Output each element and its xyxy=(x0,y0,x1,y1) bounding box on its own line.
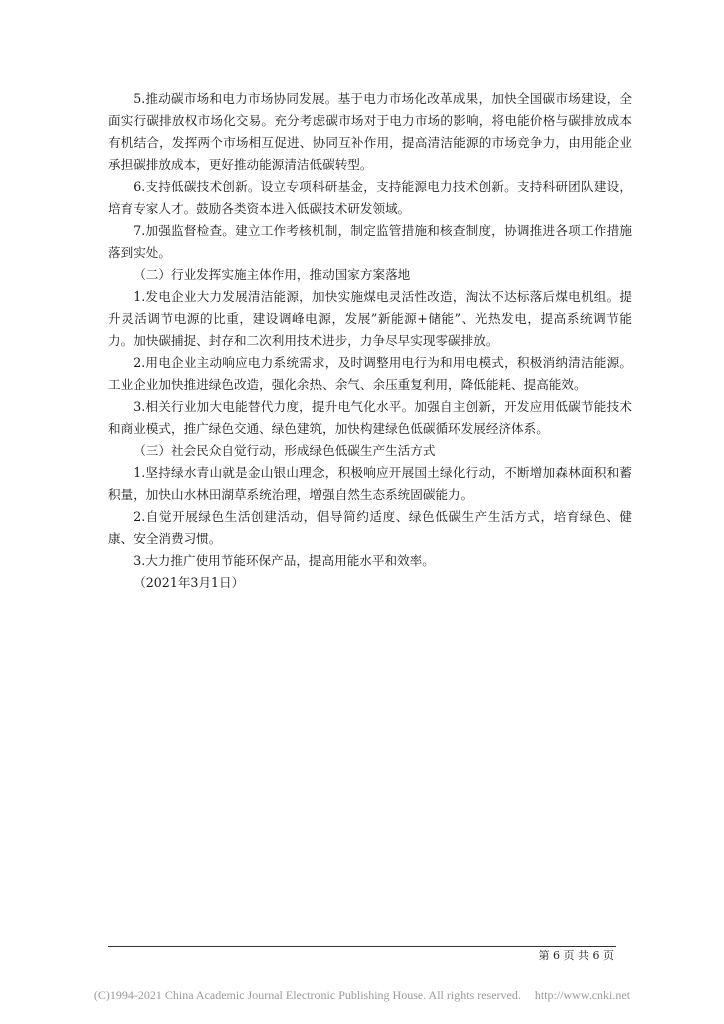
paragraph-green-living: 2.自觉开展绿色生活创建活动，倡导简约适度、绿色低碳生产生活方式，培育绿色、健康、安全消费习惯。 xyxy=(108,509,632,546)
footer-divider xyxy=(108,946,616,947)
copyright-notice: (C)1994-2021 China Academic Journal Electronic Publishing House. All rights reserved. xyxy=(93,988,521,1002)
section-heading-industry: （二）行业发挥实施主体作用，推动国家方案落地 xyxy=(133,267,411,282)
paragraph-supervision: 7.加强监督检查。建立工作考核机制，制定监管措施和核查制度，协调推进各项工作措施落到实处。 xyxy=(108,223,632,260)
document-body xyxy=(108,88,632,594)
page-number: 第 6 页 共 6 页 xyxy=(538,949,614,962)
paragraph-power-generation: 1.发电企业大力发展清洁能源，加快实施煤电灵活性改造，淘汰不达标落后煤电机组。提升灵活调节电源的比重，建设调峰电源，发展”新能源+储能”、光热发电，提高系统调节能力。加快碳捕捉、封存和二次利用技术进步，力争尽早实现零碳排放。 xyxy=(108,289,632,348)
copyright-watermark xyxy=(0,987,724,1003)
paragraph-power-consumers: 2.用电企业主动响应电力系统需求，及时调整用电行为和用电模式，积极消纳清洁能源。工业企业加快推进绿色改造，强化余热、余气、余压重复利用，降低能耗、提高能效。 xyxy=(108,355,632,392)
paragraph-low-carbon-tech: 6.支持低碳技术创新。设立专项科研基金，支持能源电力技术创新。支持科研团队建设，培育专家人才。鼓励各类资本进入低碳技术研发领域。 xyxy=(108,179,632,216)
document-date: （2021年3月1日） xyxy=(133,575,245,590)
paragraph-carbon-power-market: 5.推动碳市场和电力市场协同发展。基于电力市场化改革成果，加快全国碳市场建设，全面实行碳排放权市场化交易。充分考虑碳市场对于电力市场的影响，将电能价格与碳排放成本有机结合，发挥两个市场相互促进、协同互补作用，提高清洁能源的市场竞争力，由用能企业承担碳排放成本，更好推动能源清洁低碳转型。 xyxy=(108,91,632,172)
paragraph-green-mountains: 1.坚持绿水青山就是金山银山理念，积极响应开展国土绿化行动，不断增加森林面积和蓄积量，加快山水林田湖草系统治理，增强自然生态系统固碳能力。 xyxy=(108,465,632,502)
paragraph-energy-saving-products: 3.大力推广使用节能环保产品，提高用能水平和效率。 xyxy=(133,553,435,568)
section-heading-public: （三）社会民众自觉行动，形成绿色低碳生产生活方式 xyxy=(133,443,436,458)
copyright-url: http://www.cnki.net xyxy=(534,988,631,1002)
paragraph-electrification: 3.相关行业加大电能替代力度，提升电气化水平。加强自主创新，开发应用低碳节能技术和商业模式，推广绿色交通、绿色建筑，加快构建绿色低碳循环发展经济体系。 xyxy=(108,399,632,436)
